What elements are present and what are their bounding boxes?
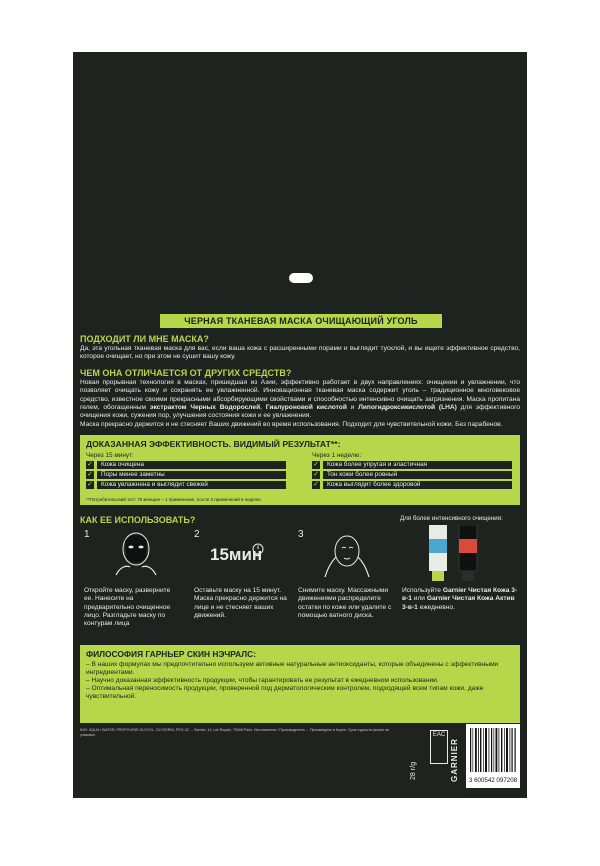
- ingredients-fineprint: INCI: AQUA / WATER, PROPYLENE GLYCOL, GLYCERIN, PEG-32 ... Garnier, 14, rue Royale, 75008 Paris. Изготовитель / Производитель ... Произведено в Корее. Срок годности указан на упаковке.: [80, 728, 389, 737]
- philosophy-item: – Оптимальная переносимость продукции, проверенной под дерматологическим контролем, подходящей всем типам кожи, даже чувствительной.: [86, 685, 484, 701]
- checklist-item: [312, 461, 512, 469]
- package-content: [80, 314, 520, 794]
- step-2-text: Оставьте маску на 15 минут. Маска прекрасно держится на лице и не стесняет ваших движений.: [194, 587, 287, 619]
- use-word: Используйте: [402, 587, 441, 595]
- or-word: или: [413, 595, 425, 603]
- conjunction: и: [350, 404, 355, 412]
- results-1-week-head: Через 1 неделю:: [312, 452, 362, 460]
- product-title-banner: ЧЕРНАЯ ТКАНЕВАЯ МАСКА ОЧИЩАЮЩИЙ УГОЛЬ: [160, 314, 442, 328]
- mask-removal-icon: [322, 527, 372, 579]
- philosophy-item-text: Оптимальная переносимость продукции, проверенной под дерматологическим контролем, подходящей всем типам кожи, даже чувствительной.: [86, 685, 484, 701]
- check-icon: ✓: [313, 471, 319, 479]
- eac-mark-icon: EAC: [430, 730, 448, 764]
- product-name-1: Garnier Чистая Кожа 3-в-1: [402, 587, 518, 603]
- checklist-item: [312, 471, 512, 479]
- philosophy-item-text: Научно доказанная эффективность продукции, чтобы гарантировать ее результат в ежедневном использовании.: [91, 677, 439, 685]
- brand-vertical: GARNIER: [450, 738, 459, 782]
- results-1-week: [312, 452, 512, 491]
- barcode-number: 3 600542 097208: [468, 777, 518, 784]
- question-suitability: ПОДХОДИТ ЛИ МНЕ МАСКА?: [80, 334, 209, 344]
- step-number: 1: [84, 529, 90, 541]
- check-icon: ✓: [313, 481, 319, 489]
- checklist-item: [86, 481, 286, 489]
- cleanser-tube-white-icon: [426, 525, 450, 581]
- question-difference: ЧЕМ ОНА ОТЛИЧАЕТСЯ ОТ ДРУГИХ СРЕДСТВ?: [80, 367, 292, 378]
- ingredient-black-algae: экстрактом Черных Водорослей: [149, 404, 261, 412]
- check-icon: ✓: [87, 471, 93, 479]
- step-number: 3: [298, 529, 304, 541]
- checklist-label: Кожа увлажнена и выглядит свежей: [97, 481, 286, 489]
- intensive-cleansing-caption: Для более интенсивного очищения:: [400, 515, 503, 523]
- checklist-label: Кожа более упругая и эластичная: [323, 461, 512, 469]
- barcode: [466, 724, 520, 788]
- cleanser-tube-black-icon: [456, 525, 480, 581]
- consumer-test-footnote: **Потребительский тест 75 женщин – 1 применение, после 3 применений в неделю.: [86, 497, 262, 503]
- philosophy-item-text: В наших формулах мы предпочтительно используем активные натуральные антиоксиданты, которые объединены с эффективными ингредиентами.: [86, 661, 499, 677]
- checklist-item: [86, 461, 286, 469]
- answer-difference-part2: для эффективного очищения кожи, сужения пор, улучшения состояния кожи и ее увлажнения.: [80, 404, 520, 420]
- brand-and-barcode-area: [410, 722, 520, 792]
- ingredient-lha: Липогидроксикислотой (LHA): [358, 404, 457, 412]
- hang-hole: [289, 273, 313, 283]
- comma: ,: [260, 404, 262, 412]
- intensive-cleansing-text: [402, 587, 520, 612]
- step-3-text: Снимите маску. Массажными движениями распределите остатки по коже или удалите с помощью ватного диска.: [298, 587, 392, 619]
- answer-difference: [80, 379, 520, 421]
- net-weight: 28 г/g: [410, 761, 417, 780]
- face-mask-applied-icon: [112, 527, 160, 577]
- proven-efficacy-panel: [80, 435, 520, 505]
- answer-difference-part1: Новая прорывная технология в масках, пришедшая из Азии, эффективно работает в двух направлениях: очищении и увлажнении, что позволяет очищать кожу и сохранять ее увлажненной. Инновационная тканевая маска содержит уголь – традиционное многовековое средство, известное своими прекрасными абсорбирующими свойствами и способностью интенсивно очищать загрязнения. Маска пропитана гелем, обогащенным: [80, 378, 520, 412]
- product-name-2: Garnier Чистая Кожа Актив 3-в-1: [402, 595, 515, 611]
- answer-suitability: Да, эта угольная тканевая маска для вас, если ваша кожа с расширенными порами и выглядит тусклой, и вы ищете эффективное средство, которое очищает, но при этом не сушит вашу кожу.: [80, 345, 520, 361]
- philosophy-title: ФИЛОСОФИЯ ГАРНЬЕР СКИН НЭЧРАЛС:: [86, 649, 257, 660]
- ingredient-hyaluronic: Гиалуроновой кислотой: [265, 404, 347, 412]
- timer-15-min: 15мин: [210, 545, 263, 565]
- results-15-min: [86, 452, 286, 491]
- garnier-philosophy-panel: [80, 645, 520, 723]
- proven-efficacy-title: ДОКАЗАННАЯ ЭФФЕКТИВНОСТЬ. ВИДИМЫЙ РЕЗУЛЬТАТ**:: [86, 439, 341, 450]
- answer-usage-comfort: Маска прекрасно держится и не стесняет Ваших движений во время использования. Подходит для чувствительной кожи. Без парабенов.: [80, 420, 503, 428]
- checklist-item: [312, 481, 512, 489]
- checklist-label: Поры менее заметны: [97, 471, 286, 479]
- check-icon: ✓: [87, 461, 93, 469]
- how-to-use-title: КАК ЕЕ ИСПОЛЬЗОВАТЬ?: [80, 515, 196, 526]
- step-1-text: Откройте маску, разверните ее. Нанесите на предварительно очищенное лицо. Разгладьте маску по контурам лица: [84, 587, 171, 628]
- checklist-label: Кожа очищена: [97, 461, 286, 469]
- timer-icon: [252, 543, 264, 555]
- results-15-min-head: Через 15 минут:: [86, 452, 134, 460]
- daily-word: ежедневно.: [419, 603, 455, 611]
- step-number: 2: [194, 529, 200, 541]
- check-icon: ✓: [87, 481, 93, 489]
- checklist-label: Тон кожи более ровный: [323, 471, 512, 479]
- checklist-item: [86, 471, 286, 479]
- check-icon: ✓: [313, 461, 319, 469]
- philosophy-item: – Научно доказанная эффективность продукции, чтобы гарантировать ее результат в ежедневном использовании.: [86, 677, 439, 685]
- checklist-label: Кожа выглядит более здоровой: [323, 481, 512, 489]
- philosophy-item: – В наших формулах мы предпочтительно используем активные натуральные антиоксиданты, которые объединены с эффективными ингредиентами.: [86, 661, 499, 677]
